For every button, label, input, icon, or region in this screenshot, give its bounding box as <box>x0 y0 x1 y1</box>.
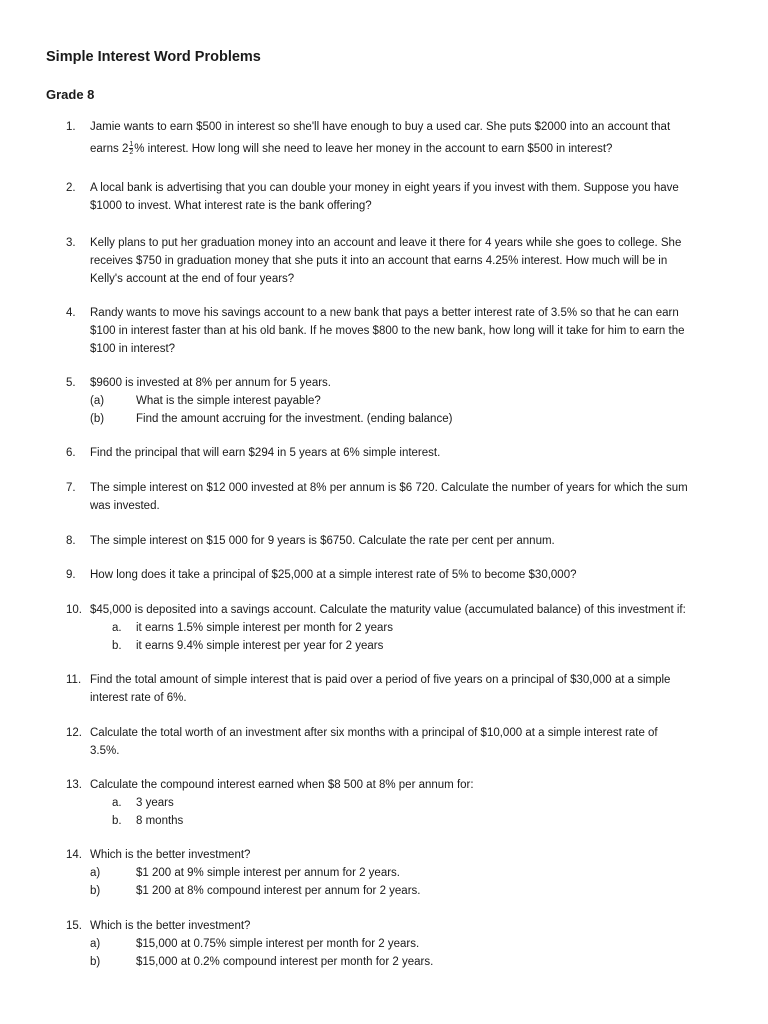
question-text-line: Calculate the compound interest earned when $8 500 at 8% per annum for: <box>90 779 474 791</box>
question-number: 10. <box>66 604 82 616</box>
sub-question-label: a) <box>90 867 101 879</box>
sub-question-text: Find the amount accruing for the investment. (ending balance) <box>136 413 453 425</box>
question-14 <box>66 846 726 900</box>
question-6 <box>66 444 726 462</box>
question-text-line: Find the total amount of simple interest that is paid over a period of five years on a principal of $30,000 at a simple <box>90 674 671 686</box>
question-11 <box>66 671 726 707</box>
sub-question <box>90 935 726 953</box>
sub-question-text: it earns 9.4% simple interest per year for 2 years <box>136 640 384 652</box>
sub-question-text: $1 200 at 9% simple interest per annum for 2 years. <box>136 867 401 879</box>
question-1 <box>66 118 726 158</box>
question-number: 15. <box>66 920 82 932</box>
question-text-line: How long does it take a principal of $25,000 at a simple interest rate of 5% to become $30,000? <box>90 569 577 581</box>
question-text-line: $1000 to invest. What interest rate is the bank offering? <box>90 200 372 212</box>
sub-question-label: b. <box>112 815 122 827</box>
sub-question <box>90 392 726 410</box>
sub-question-text: What is the simple interest payable? <box>136 395 321 407</box>
question-text-line: Kelly plans to put her graduation money into an account and leave it there for 4 years while she goes to college. She <box>90 237 682 249</box>
question-text-line: Jamie wants to earn $500 in interest so she'll have enough to buy a used car. She puts $2000 into an account that <box>90 121 671 133</box>
question-text-line: receives $750 in graduation money that she puts it into an account that earns 4.25% interest. How much will be in <box>90 255 668 267</box>
sub-question-label: b) <box>90 956 101 968</box>
question-number: 4. <box>66 307 76 319</box>
question-7 <box>66 479 726 515</box>
fraction-numerator: 1 <box>129 141 134 149</box>
question-number: 6. <box>66 447 76 459</box>
question-text-line: $9600 is invested at 8% per annum for 5 years. <box>90 377 332 389</box>
sub-question <box>90 637 726 655</box>
question-number: 7. <box>66 482 76 494</box>
question-2 <box>66 179 726 215</box>
question-text-line <box>90 140 726 158</box>
sub-question-label: a) <box>90 938 101 950</box>
question-13 <box>66 776 726 830</box>
question-number: 9. <box>66 569 76 581</box>
sub-question-text: $1 200 at 8% compound interest per annum for 2 years. <box>136 885 421 897</box>
question-number: 14. <box>66 849 82 861</box>
question-text-line: interest rate of 6%. <box>90 692 187 704</box>
question-text-line: $45,000 is deposited into a savings account. Calculate the maturity value (accumulated balance) of this investment if: <box>90 604 686 616</box>
question-12 <box>66 724 726 760</box>
sub-question-text: 8 months <box>136 815 184 827</box>
sub-question-text: $15,000 at 0.2% compound interest per month for 2 years. <box>136 956 434 968</box>
question-text-fragment: % interest. How long will she need to leave her money in the account to earn $500 in interest? <box>134 143 613 155</box>
question-text-line: Kelly's account at the end of four years? <box>90 273 295 285</box>
question-3 <box>66 234 726 288</box>
question-text-line: The simple interest on $12 000 invested at 8% per annum is $6 720. Calculate the number of years for which the sum <box>90 482 688 494</box>
sub-question-label: (b) <box>90 413 105 425</box>
question-9 <box>66 566 726 584</box>
sub-question <box>90 864 726 882</box>
page-title: Simple Interest Word Problems <box>46 49 261 65</box>
sub-question-label: b. <box>112 640 122 652</box>
sub-question-label: (a) <box>90 395 105 407</box>
question-number: 3. <box>66 237 76 249</box>
question-text-line: $100 in interest faster than at his old bank. If he moves $800 to the new bank, how long will it take for him to earn the <box>90 325 685 337</box>
sub-question-text: 3 years <box>136 797 174 809</box>
question-number: 12. <box>66 727 82 739</box>
question-5 <box>66 374 726 428</box>
question-text-line: Find the principal that will earn $294 in 5 years at 6% simple interest. <box>90 447 441 459</box>
sub-question-text: $15,000 at 0.75% simple interest per month for 2 years. <box>136 938 420 950</box>
question-text-line: Which is the better investment? <box>90 920 251 932</box>
sub-question <box>90 882 726 900</box>
question-number: 8. <box>66 535 76 547</box>
question-number: 11. <box>66 674 82 686</box>
sub-question <box>90 953 726 971</box>
question-text-line: was invested. <box>90 500 160 512</box>
sub-question-label: a. <box>112 622 122 634</box>
question-text-line: Which is the better investment? <box>90 849 251 861</box>
fraction <box>129 141 133 156</box>
question-number: 1. <box>66 121 76 133</box>
question-number: 13. <box>66 779 82 791</box>
question-text-line: The simple interest on $15 000 for 9 years is $6750. Calculate the rate per cent per annum. <box>90 535 555 547</box>
sub-question-label: a. <box>112 797 122 809</box>
question-text-line: 3.5%. <box>90 745 120 757</box>
question-number: 5. <box>66 377 76 389</box>
fraction-denominator: 2 <box>129 149 134 157</box>
sub-question <box>90 794 726 812</box>
question-15 <box>66 917 726 971</box>
question-4 <box>66 304 726 358</box>
sub-question-text: it earns 1.5% simple interest per month for 2 years <box>136 622 393 634</box>
question-text-fragment: earns 2 <box>90 143 129 155</box>
sub-question <box>90 812 726 830</box>
question-text-line: A local bank is advertising that you can double your money in eight years if you invest with them. Suppose you have <box>90 182 679 194</box>
sub-question-label: b) <box>90 885 101 897</box>
question-text-line: Calculate the total worth of an investment after six months with a principal of $10,000 at a simple interest rate of <box>90 727 658 739</box>
question-text-line: $100 in interest? <box>90 343 176 355</box>
sub-question <box>90 619 726 637</box>
question-text-line: Randy wants to move his savings account to a new bank that pays a better interest rate of 3.5% so that he can earn <box>90 307 679 319</box>
question-10 <box>66 601 726 655</box>
sub-question <box>90 410 726 428</box>
question-number: 2. <box>66 182 76 194</box>
question-8 <box>66 532 726 550</box>
grade-heading: Grade 8 <box>46 87 95 102</box>
